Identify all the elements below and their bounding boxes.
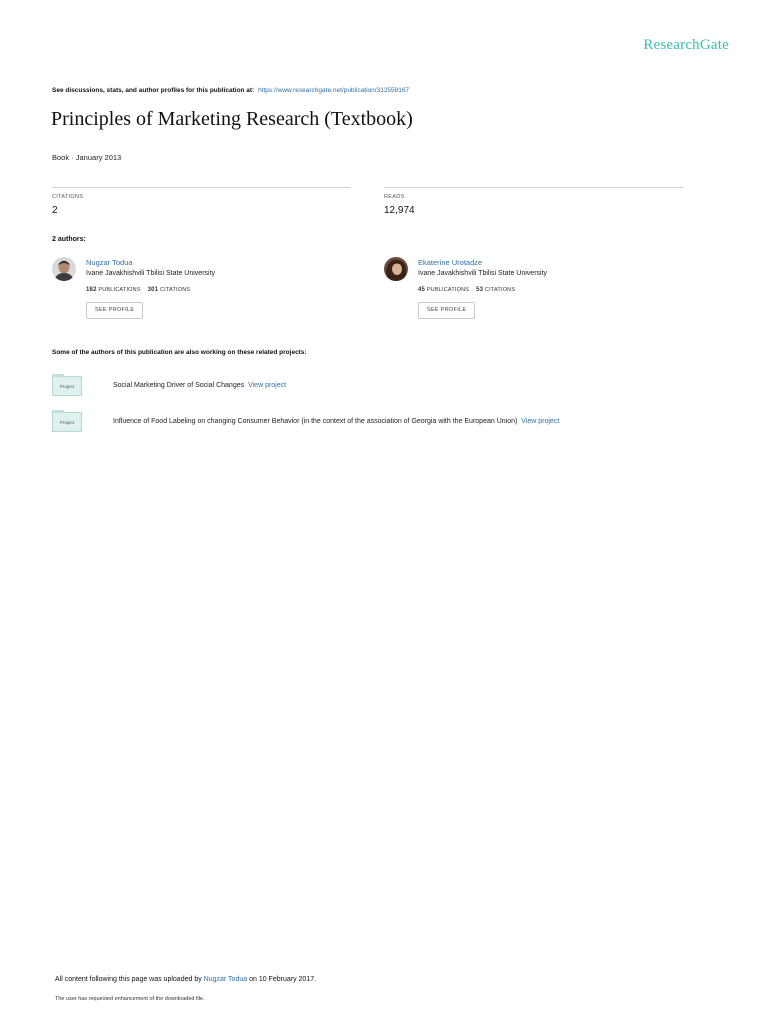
publications-label: PUBLICATIONS (98, 287, 141, 293)
publications-label: PUBLICATIONS (426, 287, 470, 293)
author-institution: Ivane Javakhishvili Tbilisi State University (86, 270, 216, 277)
citations-value: 2 (52, 205, 58, 216)
author-card (384, 257, 704, 321)
author-institution: Ivane Javakhishvili Tbilisi State University (418, 270, 548, 277)
publication-url-link[interactable]: https://www.researchgate.net/publication/312559167 (258, 87, 410, 94)
citations-divider (52, 187, 350, 188)
project-item (52, 412, 692, 434)
avatar[interactable] (52, 257, 76, 281)
project-title: Influence of Food Labeling on changing Consumer Behavior (in the context of the association of Georgia with the European Union) (113, 418, 518, 425)
related-projects-heading: Some of the authors of this publication are also working on these related projects: (52, 349, 307, 356)
publications-count: 182 (86, 287, 97, 293)
avatar[interactable] (384, 257, 408, 281)
upload-prefix: All content following this page was uploaded by (55, 976, 202, 983)
discussion-line (52, 87, 409, 94)
discussion-prefix: See discussions, stats, and author profiles for this publication at: (52, 87, 255, 94)
author-name-link[interactable]: Ekaterine Urotadze (418, 258, 483, 267)
upload-notice (55, 976, 316, 983)
project-item (52, 376, 692, 398)
author-name-link[interactable]: Nugzar Todua (86, 258, 133, 267)
author-stats (86, 287, 190, 293)
enhancement-note: The user has requested enhancement of the downloaded file. (55, 996, 205, 1002)
reads-label: READS (384, 194, 405, 200)
author-citations-count: 53 (476, 287, 484, 293)
project-title: Social Marketing Driver of Social Changes (113, 382, 245, 389)
author-card (52, 257, 372, 321)
publication-meta: Book · January 2013 (52, 153, 122, 162)
upload-suffix: on 10 February 2017. (249, 976, 317, 983)
publication-title: Principles of Marketing Research (Textbook) (51, 108, 413, 130)
see-profile-button[interactable]: SEE PROFILE (86, 302, 143, 319)
author-citations-label: CITATIONS (484, 287, 516, 293)
publications-count: 45 (418, 287, 426, 293)
author-photo-icon (52, 257, 76, 281)
author-citations-count: 301 (147, 287, 159, 293)
author-citations-label: CITATIONS (159, 287, 191, 293)
project-text (113, 418, 559, 425)
citations-label: CITATIONS (52, 194, 84, 200)
reads-divider (384, 187, 683, 188)
view-project-link[interactable]: View project (521, 418, 560, 425)
author-photo-icon (384, 257, 408, 281)
researchgate-logo[interactable]: ResearchGate (643, 37, 729, 53)
uploader-link[interactable]: Nugzar Todua (203, 976, 248, 983)
see-profile-button[interactable]: SEE PROFILE (418, 302, 475, 319)
view-project-link[interactable]: View project (248, 382, 287, 389)
project-folder-icon[interactable]: Project (52, 376, 82, 396)
reads-value: 12,974 (384, 205, 415, 216)
project-folder-icon[interactable]: Project (52, 412, 82, 432)
authors-heading: 2 authors: (52, 236, 86, 243)
project-text (113, 382, 286, 389)
author-stats (418, 287, 515, 293)
